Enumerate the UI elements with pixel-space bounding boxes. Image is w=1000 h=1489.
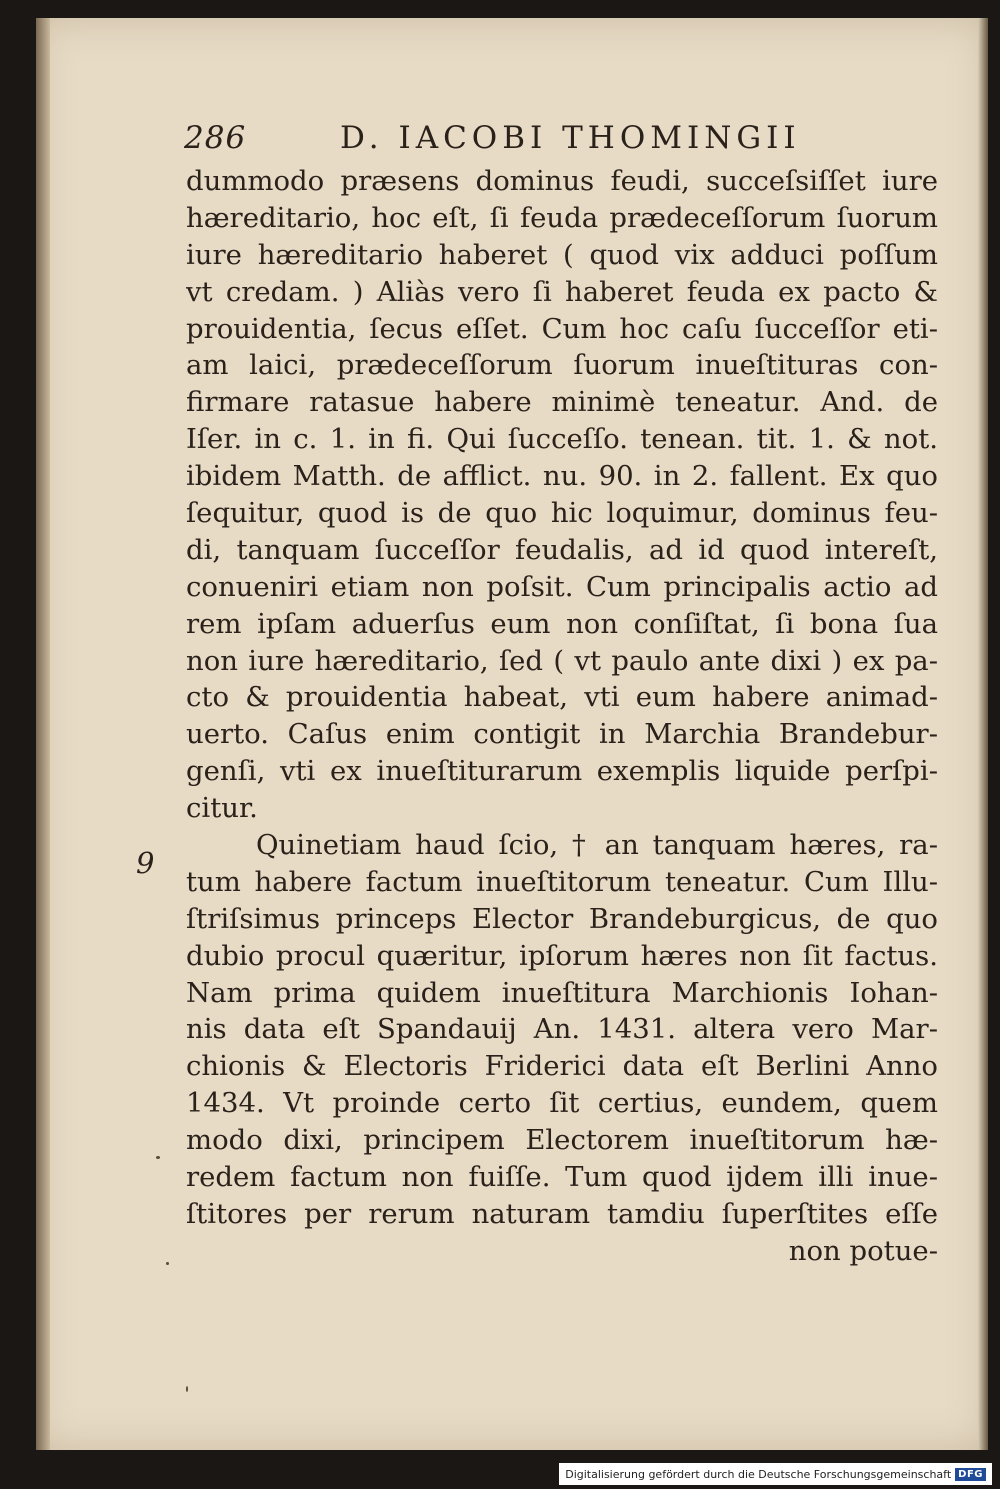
text-line: iure hæreditario haberet ( quod vix adduci poſſum bbox=[186, 238, 938, 271]
book-page bbox=[36, 18, 988, 1450]
text-line: firmare ratasue habere minimè teneatur. And. de bbox=[186, 386, 938, 419]
text-line: genſi, vti ex inueſtiturarum exemplis liquide perſpi- bbox=[186, 755, 938, 788]
text-line: non iure hæreditario, ſed ( vt paulo ante dixi ) ex pa- bbox=[186, 644, 938, 677]
running-title: D. IACOBI THOMINGII bbox=[340, 120, 801, 156]
text-line: ſtitores per rerum naturam tamdiu ſuperſtites eſſe bbox=[186, 1197, 938, 1230]
text-line: redem factum non fuiſſe. Tum quod ijdem illi inue- bbox=[186, 1161, 938, 1194]
paper-speck bbox=[166, 1262, 169, 1265]
text-line: rem ipſam aduerſus eum non conſiſtat, ſi bona ſua bbox=[186, 607, 938, 640]
text-line: Nam prima quidem inueſtitura Marchionis Iohan- bbox=[186, 976, 938, 1009]
digitization-credit bbox=[559, 1463, 992, 1485]
text-line: conueniri etiam non poſsit. Cum principalis actio ad bbox=[186, 570, 938, 603]
page-edge bbox=[978, 18, 988, 1450]
text-line: vt credam. ) Aliàs vero ſi haberet feuda ex pacto & bbox=[186, 275, 938, 308]
text-line: citur. bbox=[186, 792, 258, 825]
text-line: tum habere factum inueſtitorum teneatur. Cum Illu- bbox=[186, 865, 938, 898]
text-line: Quinetiam haud ſcio, † an tanquam hæres, ra- bbox=[256, 829, 938, 862]
marginal-number: 9 bbox=[136, 846, 155, 880]
paper-speck bbox=[156, 1156, 160, 1159]
text-line: ſtriſsimus princeps Elector Brandeburgicus, de quo bbox=[186, 902, 938, 935]
page-number: 286 bbox=[184, 120, 247, 156]
text-line: am laici, prædeceſſorum ſuorum inueſtituras con- bbox=[186, 349, 938, 382]
text-line: ibidem Matth. de afflict. nu. 90. in 2. fallent. Ex quo bbox=[186, 460, 938, 493]
catchword: non potue- bbox=[788, 1234, 938, 1267]
body-text bbox=[186, 163, 938, 1270]
text-line: chionis & Electoris Friderici data eſt Berlini Anno bbox=[186, 1050, 938, 1083]
text-line: prouidentia, ſecus eſſet. Cum hoc caſu ſucceſſor eti- bbox=[186, 312, 938, 345]
page-header bbox=[184, 116, 884, 156]
text-line: uerto. Caſus enim contigit in Marchia Brandebur- bbox=[186, 718, 938, 751]
paper-speck bbox=[186, 1386, 188, 1392]
text-line: di, tanquam ſucceſſor feudalis, ad id quod intereſt, bbox=[186, 533, 938, 566]
text-line: hæreditario, hoc eſt, ſi feuda prædeceſſorum ſuorum bbox=[186, 201, 938, 234]
dfg-logo-icon: DFG bbox=[955, 1468, 986, 1481]
text-line: dubio procul quæritur, ipſorum hæres non ſit factus. bbox=[186, 939, 938, 972]
text-line: ſequitur, quod is de quo hic loquimur, dominus feu- bbox=[186, 497, 938, 530]
text-line: 1434. Vt proinde certo ſit certius, eundem, quem bbox=[186, 1087, 938, 1120]
text-line: modo dixi, principem Electorem inueſtitorum hæ- bbox=[186, 1124, 938, 1157]
text-line: Iſer. in c. 1. in fi. Qui ſucceſſo. tenean. tit. 1. & not. bbox=[186, 423, 938, 456]
credit-text: Digitalisierung gefördert durch die Deutsche Forschungsgemeinschaft bbox=[565, 1467, 952, 1481]
page-gutter bbox=[36, 18, 50, 1450]
text-line: cto & prouidentia habeat, vti eum habere animad- bbox=[186, 681, 938, 714]
text-line: dummodo præsens dominus feudi, succeſsiſſet iure bbox=[186, 165, 938, 197]
text-line: nis data eſt Spandauij An. 1431. altera vero Mar- bbox=[186, 1013, 938, 1046]
